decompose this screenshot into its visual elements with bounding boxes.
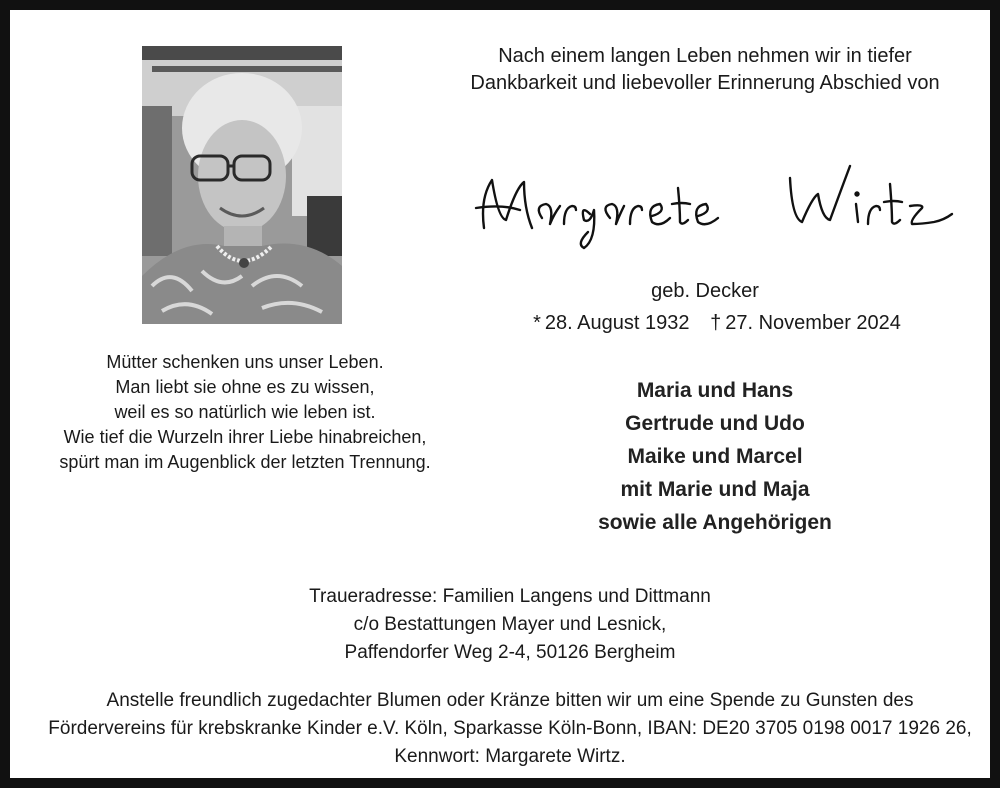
death-date: 27. November 2024 — [725, 312, 901, 334]
mourners-list — [565, 374, 865, 539]
address-line: Paffendorfer Weg 2-4, 50126 Bergheim — [344, 642, 676, 663]
mourner-line: sowie alle Angehörigen — [598, 511, 832, 534]
birth-date: 28. August 1932 — [544, 312, 690, 334]
mourner-line: Gertrude und Udo — [625, 412, 805, 435]
death-cross-icon: † — [710, 312, 722, 334]
life-dates — [515, 310, 915, 336]
poem-line: weil es so natürlich wie leben ist. — [114, 402, 376, 422]
intro-line-2: Dankbarkeit und liebevoller Erinnerung Abschied von — [470, 72, 940, 94]
poem-line: Mütter schenken uns unser Leben. — [106, 352, 384, 372]
name-script-graphic — [472, 158, 962, 253]
portrait-photo — [142, 46, 342, 324]
intro-line-1: Nach einem langen Leben nehmen wir in tiefer — [498, 45, 912, 67]
donation-line: Fördervereins für krebskranke Kinder e.V. Köln, Sparkasse Köln-Bonn, IBAN: DE20 3705 0198 0017 1926 26, — [48, 718, 972, 739]
poem-line: Man liebt sie ohne es zu wissen, — [115, 377, 375, 397]
mourning-address — [260, 583, 760, 667]
mourner-line: Maike und Marcel — [627, 445, 803, 468]
maiden-name: geb. Decker — [651, 280, 759, 302]
portrait-image — [142, 46, 342, 324]
intro-text — [455, 43, 955, 97]
mourner-line: Maria und Hans — [636, 379, 794, 402]
poem — [35, 350, 455, 475]
address-line: c/o Bestattungen Mayer und Lesnick, — [353, 614, 667, 635]
donation-line: Kennwort: Margarete Wirtz. — [394, 746, 626, 767]
donation-notice — [30, 687, 990, 771]
mourner-line: mit Marie und Maja — [620, 478, 810, 501]
donation-line: Anstelle freundlich zugedachter Blumen oder Kränze bitten wir um eine Spende zu Gunsten des — [106, 690, 914, 711]
birth-symbol: * — [533, 312, 541, 334]
poem-line: Wie tief die Wurzeln ihrer Liebe hinabreichen, — [63, 427, 427, 447]
address-line: Traueradresse: Familien Langens und Dittmann — [309, 586, 711, 607]
deceased-name-signature — [472, 158, 962, 253]
poem-line: spürt man im Augenblick der letzten Trennung. — [59, 452, 431, 472]
